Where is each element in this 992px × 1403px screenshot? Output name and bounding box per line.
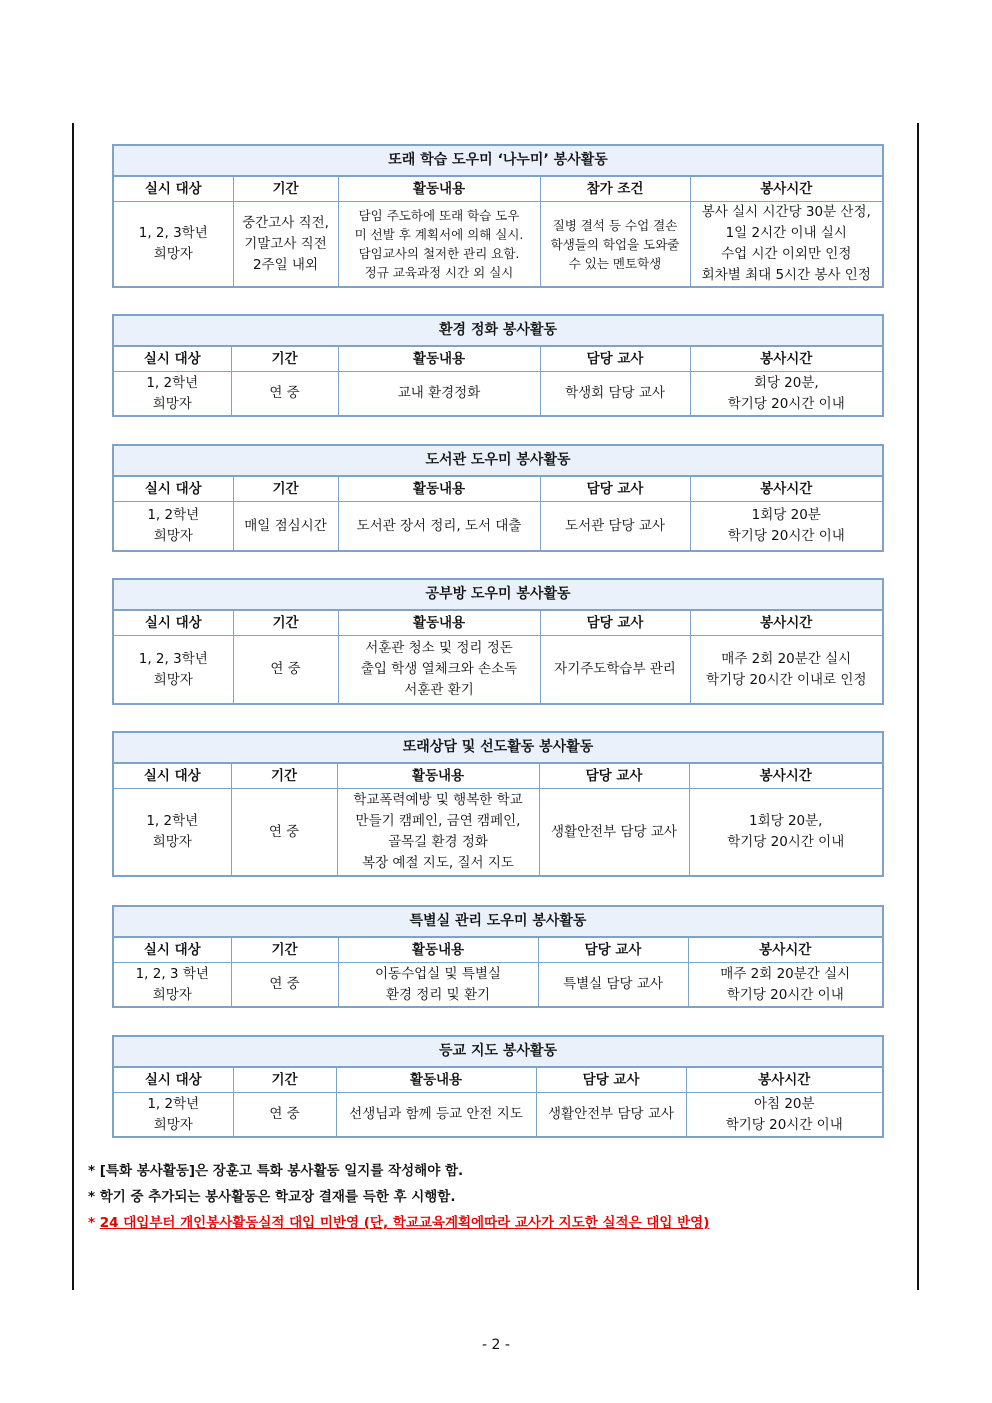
table-title: 공부방 도우미 봉사활동 bbox=[113, 579, 883, 610]
service-table bbox=[112, 144, 884, 288]
column-header: 실시 대상 bbox=[113, 176, 233, 202]
column-header: 활동내용 bbox=[338, 176, 540, 202]
cell-line: 학기당 20시간 이내로 인정 bbox=[706, 671, 867, 688]
note-1: * [특화 봉사활동]은 장훈고 특화 봉사활동 일지를 작성해야 함. bbox=[88, 1163, 464, 1179]
page-number: - 2 - bbox=[482, 1337, 510, 1353]
cell-line: 정규 교육과정 시간 외 실시 bbox=[364, 265, 514, 280]
cell-line: 1, 2학년 bbox=[146, 374, 199, 391]
hours-cell bbox=[690, 202, 883, 288]
content-cell bbox=[336, 1093, 536, 1138]
column-header: 봉사시간 bbox=[688, 937, 883, 963]
cell-line: 연 중 bbox=[269, 385, 300, 401]
cell-line: 이동수업실 및 특별실 bbox=[375, 965, 501, 982]
period-cell bbox=[233, 502, 338, 552]
service-table bbox=[112, 731, 884, 877]
column-header: 활동내용 bbox=[337, 763, 539, 789]
column-header: 봉사시간 bbox=[690, 476, 883, 502]
cell-line: 희망자 bbox=[152, 395, 192, 412]
condition-cell bbox=[539, 789, 689, 877]
condition-cell bbox=[540, 372, 690, 417]
left-margin-line bbox=[72, 123, 74, 1290]
table-row bbox=[113, 789, 883, 877]
cell-line: 학기당 20시간 이내 bbox=[726, 986, 844, 1003]
cell-line: 매주 2회 20분간 실시 bbox=[720, 965, 851, 982]
cell-line: 희망자 bbox=[153, 671, 193, 688]
cell-line: 만들기 캠페인, 금연 캠페인, bbox=[355, 813, 521, 829]
cell-line: 학기당 20시간 이내 bbox=[727, 395, 845, 412]
target-cell bbox=[113, 202, 233, 288]
cell-line: 복장 예절 지도, 질서 지도 bbox=[362, 855, 514, 871]
column-header: 봉사시간 bbox=[690, 610, 883, 636]
notes bbox=[88, 1160, 908, 1238]
service-table bbox=[112, 444, 884, 552]
service-table bbox=[112, 905, 884, 1008]
cell-line: 회차별 최대 5시간 봉사 인정 bbox=[701, 267, 871, 283]
column-header: 기간 bbox=[233, 176, 338, 202]
cell-line: 1, 2, 3학년 bbox=[138, 650, 208, 667]
column-header: 봉사시간 bbox=[686, 1067, 883, 1093]
cell-line: 2주일 내외 bbox=[252, 256, 319, 273]
column-header: 담당 교사 bbox=[539, 763, 689, 789]
column-header: 활동내용 bbox=[336, 1067, 536, 1093]
column-header: 봉사시간 bbox=[690, 176, 883, 202]
cell-line: 미 선발 후 계획서에 의해 실시. bbox=[354, 227, 524, 242]
column-header: 참가 조건 bbox=[540, 176, 690, 202]
target-cell bbox=[113, 963, 231, 1008]
cell-line: 환경 정리 및 환기 bbox=[385, 986, 491, 1003]
column-header: 실시 대상 bbox=[113, 346, 231, 372]
cell-line: 희망자 bbox=[153, 246, 193, 262]
content-cell bbox=[337, 789, 539, 877]
hours-cell bbox=[686, 1093, 883, 1138]
cell-line: 출입 학생 열체크와 손소독 bbox=[360, 661, 518, 677]
condition-cell bbox=[540, 636, 690, 705]
column-header: 활동내용 bbox=[338, 346, 540, 372]
cell-line: 희망자 bbox=[152, 834, 192, 850]
cell-line: 질병 결석 등 수업 결손 bbox=[552, 217, 678, 233]
cell-line: 학기당 20시간 이내 bbox=[727, 834, 845, 850]
cell-line: 생활안전부 담당 교사 bbox=[551, 823, 677, 840]
target-cell bbox=[113, 789, 231, 877]
hours-cell bbox=[688, 963, 883, 1008]
note-3-prefix: * bbox=[88, 1215, 100, 1231]
table-row bbox=[113, 1093, 883, 1138]
target-cell bbox=[113, 502, 233, 552]
column-header: 봉사시간 bbox=[689, 763, 883, 789]
cell-line: 담임교사의 철저한 관리 요함. bbox=[358, 246, 520, 261]
column-header: 활동내용 bbox=[338, 937, 538, 963]
column-header: 기간 bbox=[233, 610, 338, 636]
cell-line: 학생들의 학업을 도와줄 bbox=[550, 236, 680, 252]
cell-line: 자기주도학습부 관리 bbox=[554, 661, 676, 677]
cell-line: 회당 20분, bbox=[753, 374, 819, 391]
cell-line: 1, 2학년 bbox=[147, 507, 200, 523]
hours-cell bbox=[690, 502, 883, 552]
cell-line: 서훈관 청소 및 정리 정돈 bbox=[365, 640, 513, 656]
content-cell bbox=[338, 636, 540, 705]
cell-line: 희망자 bbox=[153, 1116, 193, 1133]
column-header: 실시 대상 bbox=[113, 763, 231, 789]
cell-line: 1일 2시간 이내 실시 bbox=[725, 225, 847, 241]
column-header: 실시 대상 bbox=[113, 1067, 233, 1093]
cell-line: 서훈관 환기 bbox=[404, 682, 474, 698]
content-cell bbox=[338, 202, 540, 288]
note-3 bbox=[88, 1212, 908, 1238]
target-cell bbox=[113, 1093, 233, 1138]
period-cell bbox=[233, 636, 338, 705]
column-header: 기간 bbox=[231, 763, 337, 789]
note-2: * 학기 중 추가되는 봉사활동은 학교장 결재를 득한 후 시행함. bbox=[88, 1189, 456, 1205]
cell-line: 중간고사 직전, bbox=[242, 214, 329, 231]
content-cell bbox=[338, 502, 540, 552]
service-table bbox=[112, 578, 884, 705]
cell-line: 1, 2, 3 학년 bbox=[135, 965, 209, 982]
right-margin-line bbox=[917, 123, 919, 1290]
target-cell bbox=[113, 636, 233, 705]
condition-cell bbox=[540, 502, 690, 552]
cell-line: 1, 2학년 bbox=[146, 813, 199, 829]
column-header: 기간 bbox=[233, 476, 338, 502]
cell-line: 연 중 bbox=[270, 661, 301, 677]
period-cell bbox=[231, 963, 338, 1008]
cell-line: 1, 2학년 bbox=[147, 1095, 200, 1112]
cell-line: 아침 20분 bbox=[753, 1095, 815, 1112]
note-3-text: 24 대입부터 개인봉사활동실적 대입 미반영 (단, 학교교육계획에따라 교사가 지도한 실적은 대입 반영) bbox=[99, 1215, 710, 1231]
column-header: 실시 대상 bbox=[113, 610, 233, 636]
cell-line: 1회당 20분 bbox=[751, 507, 821, 523]
table-row bbox=[113, 636, 883, 705]
table-row bbox=[113, 502, 883, 552]
cell-line: 연 중 bbox=[269, 1106, 300, 1122]
condition-cell bbox=[536, 1093, 686, 1138]
condition-cell bbox=[538, 963, 688, 1008]
hours-cell bbox=[689, 789, 883, 877]
content-cell bbox=[338, 963, 538, 1008]
table-title: 도서관 도우미 봉사활동 bbox=[113, 445, 883, 476]
table-title: 또래 학습 도우미 ‘나누미’ 봉사활동 bbox=[113, 145, 883, 176]
cell-line: 교내 환경정화 bbox=[397, 385, 481, 401]
cell-line: 봉사 실시 시간당 30분 산정, bbox=[701, 204, 871, 220]
table-title: 등교 지도 봉사활동 bbox=[113, 1036, 883, 1067]
cell-line: 학교폭력예방 및 행복한 학교 bbox=[353, 792, 523, 808]
cell-line: 도서관 담당 교사 bbox=[565, 517, 665, 534]
table-title: 특별실 관리 도우미 봉사활동 bbox=[113, 906, 883, 937]
column-header: 담당 교사 bbox=[536, 1067, 686, 1093]
table-row bbox=[113, 202, 883, 288]
content-cell bbox=[338, 372, 540, 417]
cell-line: 수업 시간 이외만 인정 bbox=[721, 246, 852, 262]
column-header: 기간 bbox=[233, 1067, 336, 1093]
column-header: 활동내용 bbox=[338, 476, 540, 502]
service-table bbox=[112, 1035, 884, 1138]
cell-line: 학생회 담당 교사 bbox=[565, 385, 665, 401]
column-header: 기간 bbox=[231, 346, 338, 372]
column-header: 활동내용 bbox=[338, 610, 540, 636]
cell-line: 도서관 장서 정리, 도서 대출 bbox=[356, 517, 522, 534]
column-header: 실시 대상 bbox=[113, 476, 233, 502]
cell-line: 담임 주도하에 또래 학습 도우 bbox=[358, 208, 520, 223]
cell-line: 수 있는 멘토학생 bbox=[568, 255, 662, 271]
cell-line: 기말고사 직전 bbox=[244, 235, 327, 252]
cell-line: 희망자 bbox=[152, 986, 192, 1003]
cell-line: 연 중 bbox=[268, 823, 300, 840]
cell-line: 희망자 bbox=[153, 528, 193, 544]
column-header: 담당 교사 bbox=[540, 476, 690, 502]
cell-line: 학기당 20시간 이내 bbox=[727, 528, 845, 544]
period-cell bbox=[233, 202, 338, 288]
period-cell bbox=[233, 1093, 336, 1138]
cell-line: 골목길 환경 정화 bbox=[388, 834, 488, 850]
service-table bbox=[112, 314, 884, 417]
target-cell bbox=[113, 372, 231, 417]
cell-line: 1, 2, 3학년 bbox=[138, 225, 208, 241]
cell-line: 특별실 담당 교사 bbox=[563, 976, 663, 992]
hours-cell bbox=[690, 636, 883, 705]
column-header: 담당 교사 bbox=[540, 610, 690, 636]
hours-cell bbox=[690, 372, 883, 417]
cell-line: 선생님과 함께 등교 안전 지도 bbox=[349, 1106, 523, 1122]
cell-line: 매주 2회 20분간 실시 bbox=[721, 650, 852, 667]
column-header: 담당 교사 bbox=[540, 346, 690, 372]
period-cell bbox=[231, 372, 338, 417]
column-header: 기간 bbox=[231, 937, 338, 963]
cell-line: 1회당 20분, bbox=[749, 813, 823, 829]
table-title: 환경 정화 봉사활동 bbox=[113, 315, 883, 346]
condition-cell bbox=[540, 202, 690, 288]
cell-line: 학기당 20시간 이내 bbox=[725, 1116, 843, 1133]
column-header: 실시 대상 bbox=[113, 937, 231, 963]
period-cell bbox=[231, 789, 337, 877]
table-row bbox=[113, 963, 883, 1008]
column-header: 담당 교사 bbox=[538, 937, 688, 963]
column-header: 봉사시간 bbox=[690, 346, 883, 372]
table-title: 또래상담 및 선도활동 봉사활동 bbox=[113, 732, 883, 763]
cell-line: 연 중 bbox=[269, 976, 300, 992]
table-row bbox=[113, 372, 883, 417]
cell-line: 생활안전부 담당 교사 bbox=[548, 1106, 674, 1122]
cell-line: 매일 점심시간 bbox=[244, 517, 327, 534]
